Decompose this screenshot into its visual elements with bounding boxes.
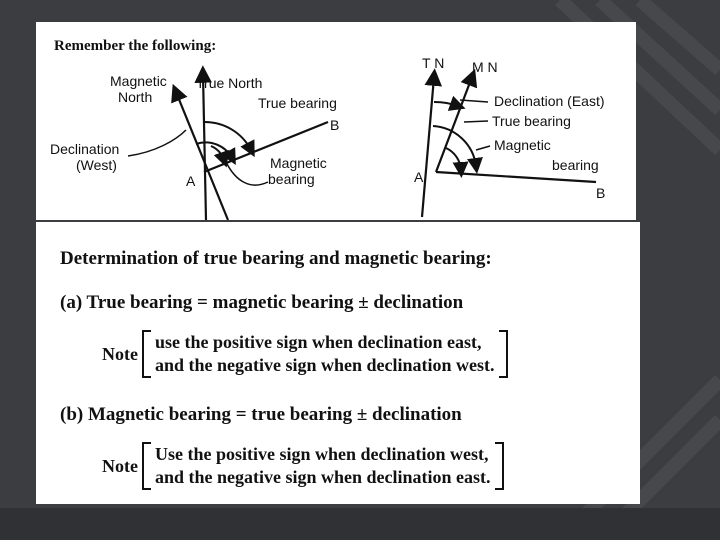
true-bearing-pointer-right — [464, 121, 488, 122]
slide-footer-bar — [0, 508, 720, 540]
note-a-label: Note — [102, 343, 138, 364]
tn-label: T N — [422, 55, 445, 71]
magnetic-bearing-label-1: Magnetic — [270, 155, 327, 171]
note-a-line-2: and the negative sign when declination west. — [154, 355, 495, 375]
magnetic-north-label-2: North — [118, 89, 153, 105]
note-a-lines — [151, 331, 499, 377]
note-b-bracket-right — [495, 442, 504, 490]
point-b-label: B — [330, 117, 340, 133]
rule-a: (a) True bearing = magnetic bearing ± declination — [60, 292, 464, 313]
magnetic-bearing-pointer-right — [476, 146, 490, 150]
declination-west-label-1: Declination — [50, 141, 120, 157]
mn-line — [436, 77, 472, 172]
magnetic-bearing-label-right-1: Magnetic — [494, 137, 551, 153]
declination-pointer-right — [460, 100, 488, 102]
tn-line — [422, 77, 434, 217]
magnetic-north-label-1: Magnetic — [110, 73, 167, 89]
magnetic-bearing-pointer — [226, 162, 268, 185]
point-b-label-right: B — [596, 185, 606, 201]
declination-east-label: Declination (East) — [494, 93, 605, 109]
rules-heading: Determination of true bearing and magnetic bearing: — [60, 248, 492, 269]
note-a-bracket-left — [142, 330, 151, 378]
note-b-bracket-left — [142, 442, 151, 490]
true-bearing-arc — [204, 122, 251, 150]
magnetic-bearing-arc-right — [446, 148, 461, 170]
magnetic-north-line — [176, 92, 228, 220]
note-b — [102, 442, 504, 490]
note-b-line-1: Use the positive sign when declination west, — [154, 444, 489, 464]
rule-b: (b) Magnetic bearing = true bearing ± declination — [60, 404, 462, 425]
bearing-diagrams — [36, 22, 636, 220]
true-bearing-label: True bearing — [258, 95, 337, 111]
true-bearing-label-right: True bearing — [492, 113, 571, 129]
note-a-line-1: use the positive sign when declination east, — [154, 332, 482, 352]
note-a-bracket-right — [499, 330, 508, 378]
rules-panel — [36, 222, 640, 504]
declination-pointer — [128, 130, 186, 156]
declination-arc — [434, 102, 458, 106]
point-a-label-right: A — [414, 169, 424, 185]
line-ab-right — [436, 172, 596, 182]
note-b-line-2: and the negative sign when declination east. — [154, 467, 491, 487]
magnetic-bearing-label-2: bearing — [268, 171, 315, 187]
declination-west-label-2: (West) — [76, 157, 117, 173]
note-b-lines — [151, 443, 495, 489]
point-a-label: A — [186, 173, 196, 189]
note-a — [102, 330, 508, 378]
magnetic-bearing-label-right-2: bearing — [552, 157, 599, 173]
true-north-line — [203, 74, 206, 220]
note-b-label: Note — [102, 455, 138, 476]
diagram-heading: Remember the following: — [54, 38, 217, 54]
diagram-panel — [36, 22, 636, 220]
true-north-label: True North — [196, 75, 263, 91]
mn-label: M N — [472, 59, 498, 75]
